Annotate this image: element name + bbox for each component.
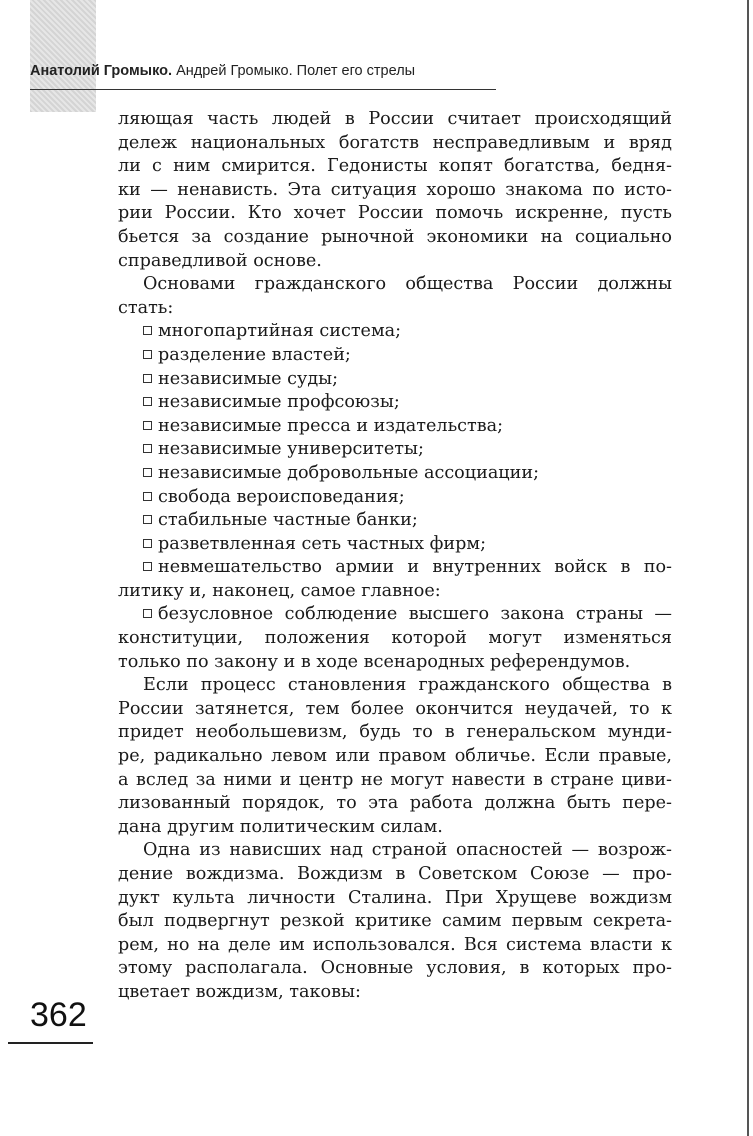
line-text: рем, но на деле им использовался. Вся система власти к — [118, 934, 672, 955]
text-line — [118, 839, 672, 863]
checkbox-bullet-icon — [143, 562, 152, 571]
list-item — [118, 486, 672, 510]
line-text: невмешательство армии и внутренних войск в по- — [158, 557, 672, 578]
line-text: конституции, положения которой могут изменяться — [118, 628, 672, 649]
list-item — [118, 320, 672, 344]
text-line — [118, 155, 672, 179]
line-text: только по закону и в ходе всенародных референдумов. — [118, 651, 631, 672]
line-text: справедливой основе. — [118, 250, 322, 271]
line-text: дукт культа личности Сталина. При Хрущеве вождизм — [118, 887, 672, 908]
line-text: был подвергнут резкой критике самим первым секрета- — [118, 911, 672, 932]
line-text: Если процесс становления гражданского общества в — [143, 675, 672, 696]
text-line — [118, 108, 672, 132]
line-text: литику и, наконец, самое главное: — [118, 580, 441, 601]
text-line — [118, 226, 672, 250]
page-edge — [747, 0, 749, 1136]
text-line — [118, 745, 672, 769]
list-item — [118, 438, 672, 462]
text-line — [118, 674, 672, 698]
text-line — [118, 297, 672, 321]
checkbox-bullet-icon — [143, 326, 152, 335]
line-text: дана другим политическим силам. — [118, 816, 443, 837]
halftone-margin-strip — [30, 0, 96, 112]
line-text: а вслед за ними и центр не могут навести в стране циви- — [118, 769, 672, 790]
line-text: независимые профсоюзы; — [158, 392, 400, 413]
checkbox-bullet-icon — [143, 492, 152, 501]
line-text: разветвленная сеть частных фирм; — [158, 533, 487, 554]
line-text: Одна из нависших над страной опасностей — возрож- — [143, 840, 672, 861]
header-author: Анатолий Громыко. — [30, 63, 173, 79]
line-text: ляющая часть людей в России считает происходящий — [118, 109, 672, 129]
text-line — [118, 132, 672, 156]
text-line — [118, 887, 672, 911]
checkbox-bullet-icon — [143, 468, 152, 477]
line-text: независимые университеты; — [158, 439, 424, 460]
line-text: безусловное соблюдение высшего закона страны — — [158, 604, 672, 625]
line-text: независимые пресса и издательства; — [158, 415, 504, 436]
line-text: многопартийная система; — [158, 321, 402, 342]
line-text: свобода вероисповедания; — [158, 486, 405, 507]
checkbox-bullet-icon — [143, 350, 152, 359]
text-line — [118, 981, 672, 1005]
page-number-rule — [8, 1042, 93, 1044]
line-text: цветает вождизм, таковы: — [118, 981, 361, 1002]
header-rule — [30, 89, 496, 90]
line-text: дение вождизма. Вождизм в Советском Союзе — про- — [118, 864, 672, 884]
line-text: разделение властей; — [158, 344, 351, 365]
line-text: дележ национальных богатств несправедливым и вряд — [118, 132, 672, 153]
text-line — [118, 580, 672, 604]
text-line — [118, 816, 672, 840]
text-line — [118, 250, 672, 274]
text-line — [118, 651, 672, 675]
list-item — [118, 391, 672, 415]
text-line — [118, 957, 672, 981]
line-text: стать: — [118, 297, 174, 318]
line-text: России затянется, тем более окончится неудачей, то к — [118, 698, 672, 719]
line-text: этому располагала. Основные условия, в которых про- — [118, 958, 672, 979]
text-line — [118, 721, 672, 745]
text-line — [118, 273, 672, 297]
line-text: лизованный порядок, то эта работа должна быть пере- — [118, 793, 672, 814]
line-text: независимые суды; — [158, 368, 339, 389]
text-line — [118, 910, 672, 934]
list-item — [118, 556, 672, 580]
checkbox-bullet-icon — [143, 444, 152, 453]
list-item — [118, 368, 672, 392]
checkbox-bullet-icon — [143, 421, 152, 430]
list-item — [118, 462, 672, 486]
list-item — [118, 415, 672, 439]
text-line — [118, 202, 672, 226]
line-text: ре, радикально левом или правом обличье. Если правые, — [118, 746, 672, 767]
text-line — [118, 627, 672, 651]
text-line — [118, 863, 672, 887]
line-text: ки — ненависть. Эта ситуация хорошо знакома по исто- — [118, 179, 672, 200]
header-title: Андрей Громыко. Полет его стрелы — [176, 63, 416, 79]
line-text: рии России. Кто хочет России помочь искренне, пусть — [118, 203, 672, 224]
text-line — [118, 179, 672, 203]
page-body — [118, 108, 672, 1005]
running-header — [30, 63, 415, 79]
list-item — [118, 344, 672, 368]
line-text: придет необольшевизм, будь то в генеральском мунди- — [118, 722, 672, 743]
line-text: бьется за создание рыночной экономики на социально — [118, 226, 672, 247]
text-line — [118, 934, 672, 958]
line-text: Основами гражданского общества России должны — [143, 274, 672, 295]
checkbox-bullet-icon — [143, 515, 152, 524]
checkbox-bullet-icon — [143, 397, 152, 406]
checkbox-bullet-icon — [143, 539, 152, 548]
list-item — [118, 533, 672, 557]
text-line — [118, 698, 672, 722]
text-line — [118, 769, 672, 793]
list-item — [118, 603, 672, 627]
checkbox-bullet-icon — [143, 374, 152, 383]
text-line — [118, 792, 672, 816]
list-item — [118, 509, 672, 533]
line-text: независимые добровольные ассоциации; — [158, 462, 539, 483]
page-number: 362 — [30, 996, 87, 1034]
line-text: ли с ним смирится. Гедонисты копят богатства, бедня- — [118, 156, 672, 177]
checkbox-bullet-icon — [143, 609, 152, 618]
line-text: стабильные частные банки; — [158, 510, 418, 531]
